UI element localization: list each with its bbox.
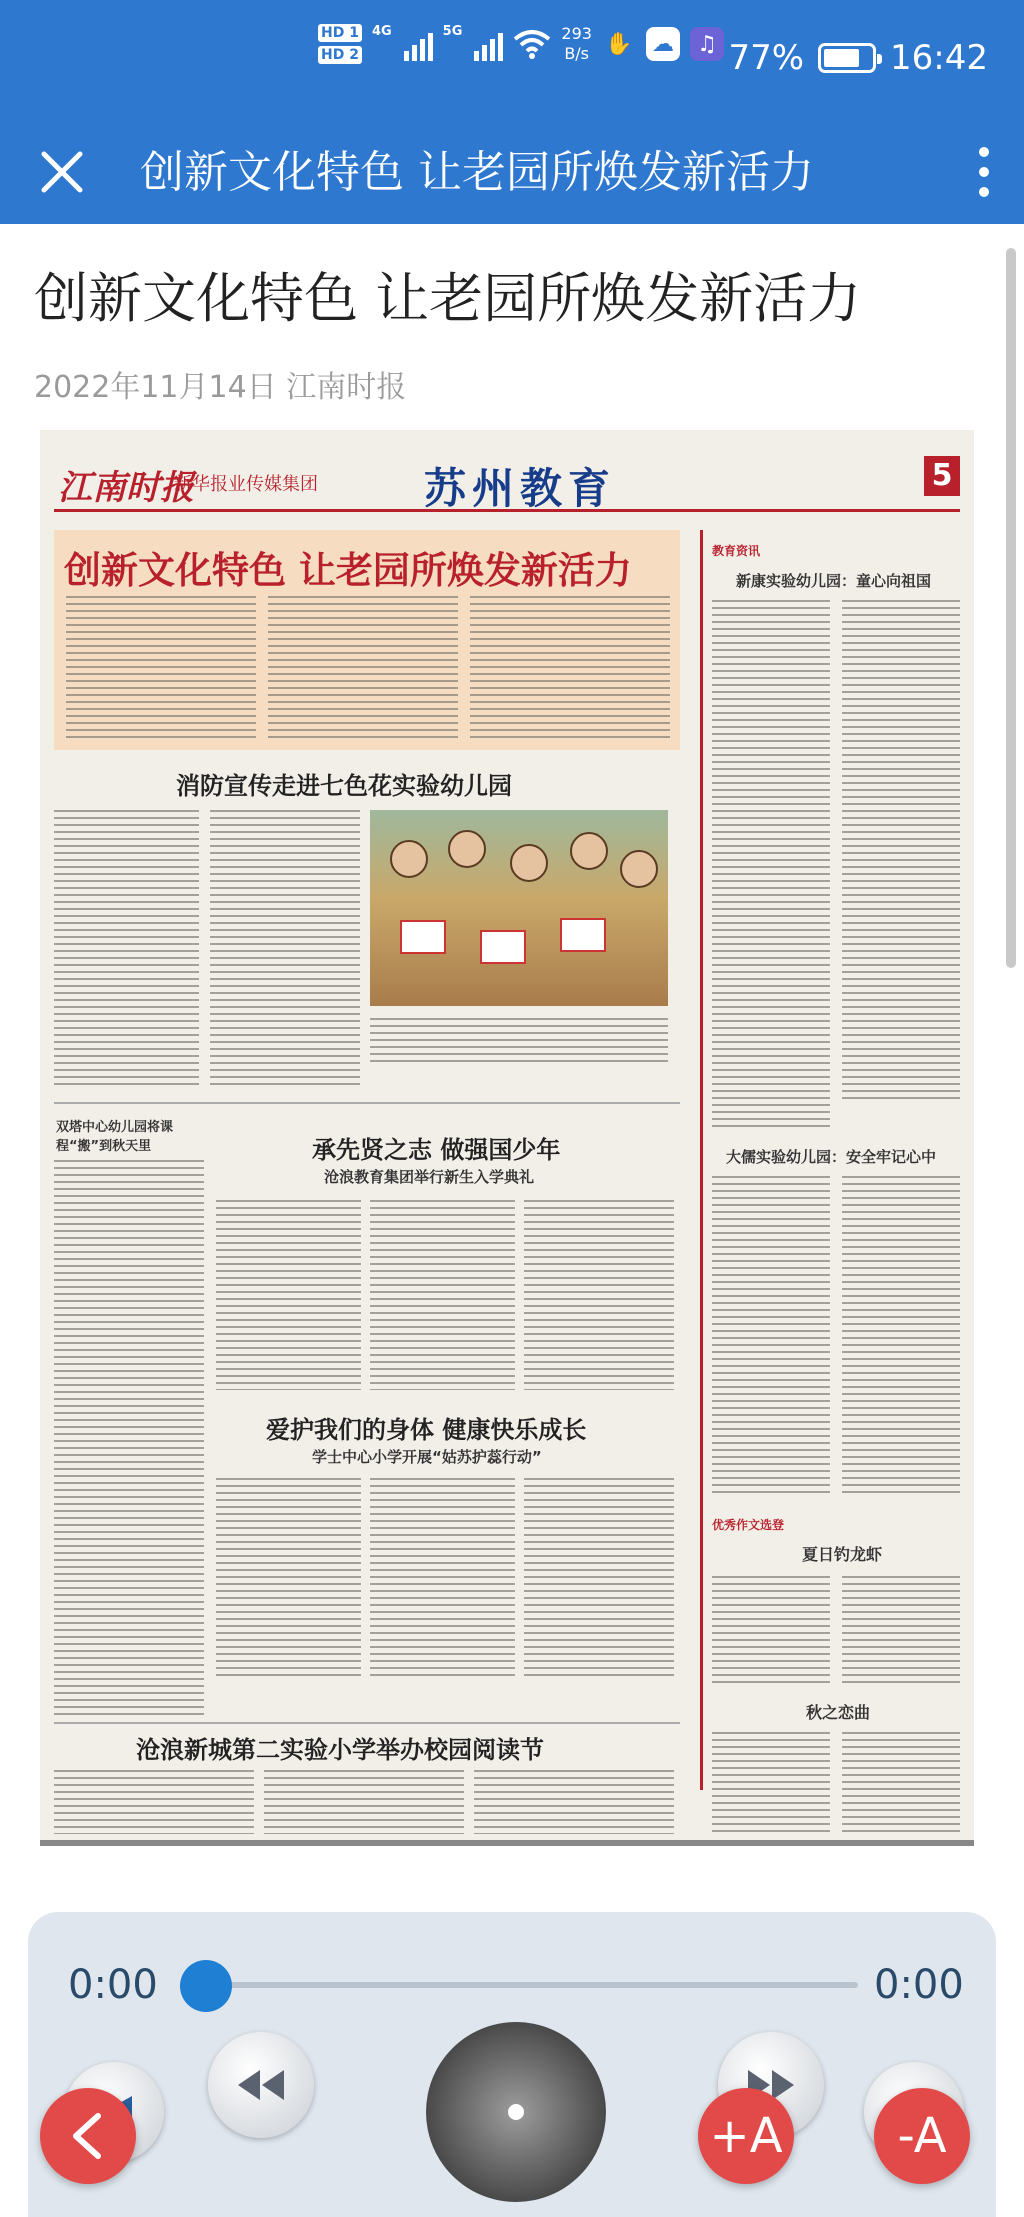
text-block	[842, 1176, 960, 1496]
side-tag-news: 教育资讯	[712, 544, 761, 558]
net-speed-value: 293	[561, 24, 592, 43]
text-block	[54, 1770, 254, 1834]
back-button[interactable]	[40, 2088, 136, 2184]
close-icon	[40, 150, 84, 194]
text-block	[524, 1200, 674, 1390]
net-speed-unit: B/s	[564, 44, 590, 63]
battery-fill	[824, 49, 859, 67]
text-block	[474, 1770, 674, 1834]
close-button[interactable]	[30, 140, 94, 204]
divider	[54, 1722, 680, 1724]
masthead-logo: 江南时报	[58, 468, 194, 508]
more-dot-icon	[979, 167, 989, 177]
progress-track[interactable]	[206, 1982, 858, 1988]
music-icon: ♫	[690, 27, 724, 61]
battery-icon	[818, 43, 876, 73]
child-drawing	[560, 918, 606, 952]
newspaper-masthead	[54, 452, 960, 512]
newspaper-page[interactable]	[40, 430, 974, 1846]
side-tag-essays: 优秀作文选登	[712, 1518, 785, 1532]
side-headline-3: 夏日钓龙虾	[802, 1545, 883, 1564]
text-block	[216, 1200, 361, 1390]
text-block	[524, 1478, 674, 1678]
headline-health: 爱护我们的身体 健康快乐成长	[266, 1415, 587, 1444]
subhead-health: 学士中心小学开展“姑苏护蕊行动”	[312, 1448, 542, 1466]
hd1-badge: HD 1	[318, 24, 362, 42]
child-figure	[620, 850, 658, 888]
signal-icon-2	[474, 27, 503, 61]
kindergarten-photo	[370, 810, 668, 1006]
page-number: 5	[924, 456, 960, 496]
text-block	[264, 1770, 464, 1834]
text-block	[370, 1478, 515, 1678]
weather-icon: ☁	[646, 27, 680, 61]
child-figure	[448, 830, 486, 868]
child-figure	[510, 844, 548, 882]
more-dot-icon	[979, 147, 989, 157]
child-drawing	[480, 930, 526, 964]
child-figure	[570, 832, 608, 870]
article-meta: 2022年11月14日 江南时报	[34, 370, 407, 405]
text-block	[268, 596, 458, 740]
side-headline-4: 秋之恋曲	[806, 1703, 871, 1722]
divider	[54, 1102, 680, 1104]
font-increase-button[interactable]: +A	[698, 2088, 794, 2184]
current-time: 0:00	[68, 1962, 158, 2008]
text-block	[370, 1200, 515, 1390]
text-block	[712, 1576, 830, 1688]
text-block	[370, 1018, 668, 1066]
lead-headline: 创新文化特色 让老园所焕发新活力	[64, 548, 632, 592]
font-decrease-button[interactable]: -A	[874, 2088, 970, 2184]
battery-percent: 77%	[728, 38, 805, 78]
headline-fire: 消防宣传走进七色花实验幼儿园	[176, 771, 512, 800]
text-block	[216, 1478, 361, 1678]
article-title: 创新文化特色 让老园所焕发新活力	[34, 267, 862, 330]
text-block	[712, 1732, 830, 1832]
app-bar	[0, 120, 1024, 224]
audio-player	[28, 1912, 996, 2217]
masthead-group: 新华报业传媒集团	[174, 474, 318, 495]
text-block	[210, 810, 360, 1090]
more-dot-icon	[979, 187, 989, 197]
rewind-button[interactable]	[208, 2032, 314, 2138]
hd-indicators	[318, 24, 362, 64]
subhead-new-student: 沧浪教育集团举行新生入学典礼	[324, 1168, 535, 1186]
text-block	[470, 596, 670, 740]
text-block	[54, 810, 199, 1090]
status-right	[728, 38, 988, 78]
back-arrow-icon	[68, 2112, 108, 2160]
status-bar	[0, 0, 1024, 120]
network-type-1: 4G	[371, 24, 392, 39]
side-headline-2: 大儒实验幼儿园：安全牢记心中	[726, 1148, 937, 1166]
scrollbar[interactable]	[1006, 248, 1016, 968]
text-block	[54, 1160, 204, 1720]
side-headline-1: 新康实验幼儿园：童心向祖国	[736, 572, 932, 590]
status-indicators	[318, 24, 724, 64]
child-drawing	[400, 920, 446, 954]
net-speed	[561, 24, 592, 64]
clock: 16:42	[890, 38, 988, 78]
play-center-icon	[508, 2104, 524, 2120]
lead-story-box	[54, 530, 680, 750]
text-block	[842, 1732, 960, 1832]
hd2-badge: HD 2	[318, 46, 362, 64]
headline-reading: 沧浪新城第二实验小学举办校园阅读节	[136, 1735, 544, 1764]
progress-knob[interactable]	[180, 1960, 232, 2012]
text-block	[712, 600, 830, 1130]
network-type-2: 5G	[442, 24, 463, 39]
play-button[interactable]	[426, 2022, 606, 2202]
child-figure	[390, 840, 428, 878]
hand-icon: ✋	[605, 31, 633, 57]
small-headline: 双塔中心幼儿园将课程“搬”到秋天里	[56, 1120, 174, 1154]
text-block	[842, 1576, 960, 1688]
wifi-icon	[513, 29, 551, 59]
signal-icon-1	[404, 27, 433, 61]
headline-new-student: 承先贤之志 做强国少年	[312, 1135, 561, 1164]
section-title: 苏州教育	[424, 464, 617, 513]
text-block	[66, 596, 256, 740]
text-block	[712, 1176, 830, 1496]
rewind-icon	[236, 2068, 286, 2102]
app-bar-title: 创新文化特色 让老园所焕发新活力	[140, 147, 814, 198]
side-column-rule	[700, 530, 703, 1790]
more-menu-button[interactable]	[964, 136, 1004, 208]
text-block	[842, 600, 960, 1100]
total-time: 0:00	[874, 1962, 964, 2008]
